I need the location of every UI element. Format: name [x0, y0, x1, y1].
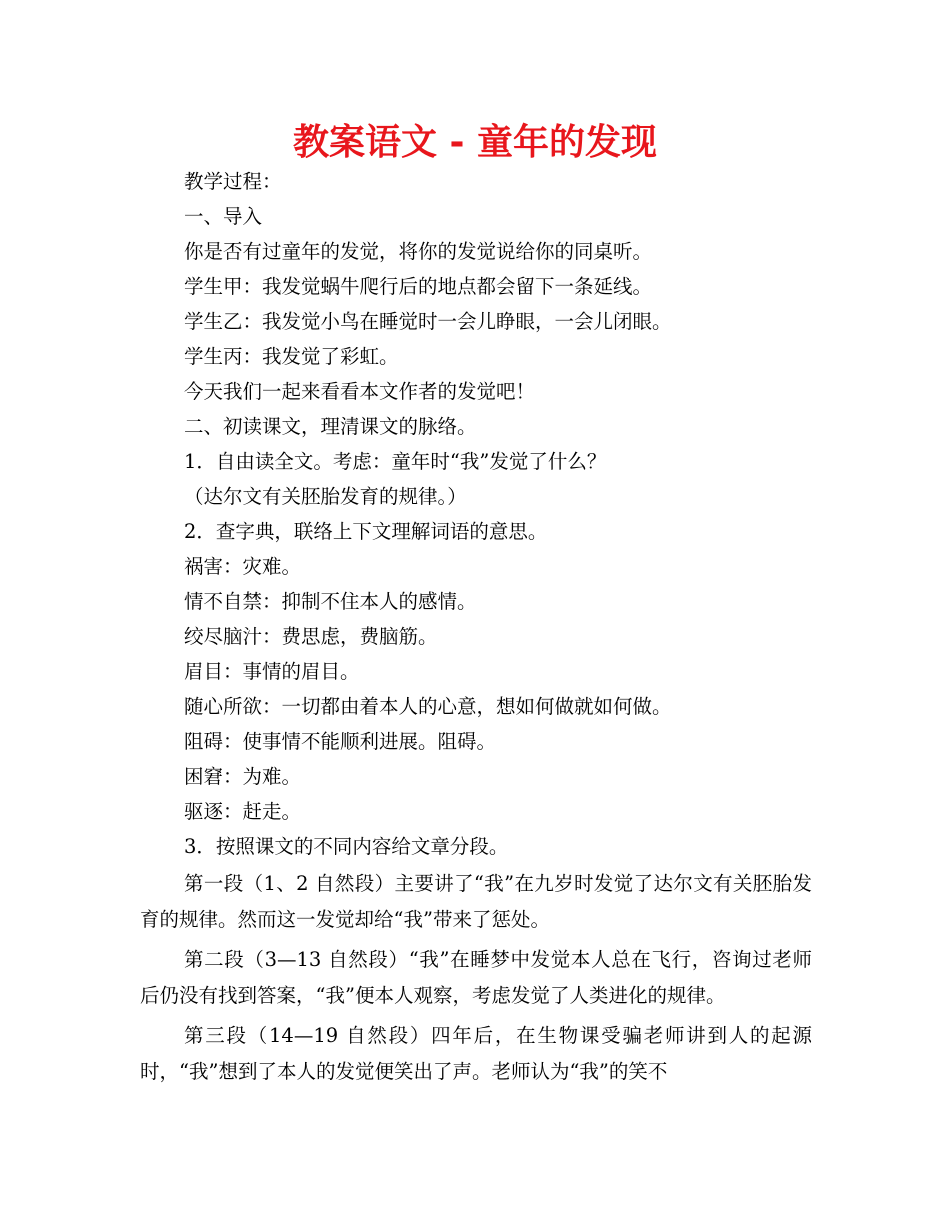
text-line: 3．按照课文的不同内容给文章分段。 — [184, 835, 509, 858]
text-line: 今天我们一起来看看本文作者的发觉吧！ — [184, 380, 536, 403]
paragraph: 第二段（3—13 自然段）“我”在睡梦中发觉本人总在飞行，咨询过老师后仍没有找到答案，“我”便本人观察，考虑发觉了人类进化的规律。 — [140, 948, 812, 1007]
text-line: 2．查字典，联络上下文理解词语的意思。 — [184, 520, 548, 543]
text-line: 学生丙：我发觉了彩虹。 — [184, 345, 399, 368]
document-body — [140, 164, 812, 1094]
vocab-line: 困窘：为难。 — [184, 765, 302, 788]
text-line: （达尔文有关胚胎发育的规律。） — [184, 485, 467, 508]
text-line: 教学过程： — [184, 170, 282, 193]
document-title: 教案语文 - 童年的发现 — [292, 122, 657, 163]
text-line: 1．自由读全文。考虑：童年时“我”发觉了什么？ — [184, 450, 607, 473]
vocab-line: 情不自禁：抑制不住本人的感情。 — [184, 590, 477, 613]
vocab-line: 驱逐：赶走。 — [184, 800, 302, 823]
vocab-line: 绞尽脑汁：费思虑，费脑筋。 — [184, 625, 438, 648]
section-heading: 二、初读课文，理清课文的脉络。 — [184, 415, 477, 438]
vocab-line: 眉目：事情的眉目。 — [184, 660, 360, 683]
vocab-line: 随心所欲：一切都由着本人的心意，想如何做就如何做。 — [184, 695, 672, 718]
paragraph: 第三段（14—19 自然段）四年后，在生物课受骗老师讲到人的起源时，“我”想到了本人的发觉便笑出了声。老师认为“我”的笑不 — [140, 1024, 812, 1083]
text-line: 学生乙：我发觉小鸟在睡觉时一会儿睁眼，一会儿闭眼。 — [184, 310, 672, 333]
paragraph: 第一段（1、2 自然段）主要讲了“我”在九岁时发觉了达尔文有关胚胎发育的规律。然而这一发觉却给“我”带来了惩处。 — [140, 872, 812, 931]
text-line: 你是否有过童年的发觉，将你的发觉说给你的同桌听。 — [184, 240, 653, 263]
vocab-line: 阻碍：使事情不能顺利进展。阻碍。 — [184, 730, 497, 753]
section-heading: 一、导入 — [184, 205, 263, 228]
vocab-line: 祸害：灾难。 — [184, 555, 302, 578]
text-line: 学生甲：我发觉蜗牛爬行后的地点都会留下一条延线。 — [184, 275, 653, 298]
